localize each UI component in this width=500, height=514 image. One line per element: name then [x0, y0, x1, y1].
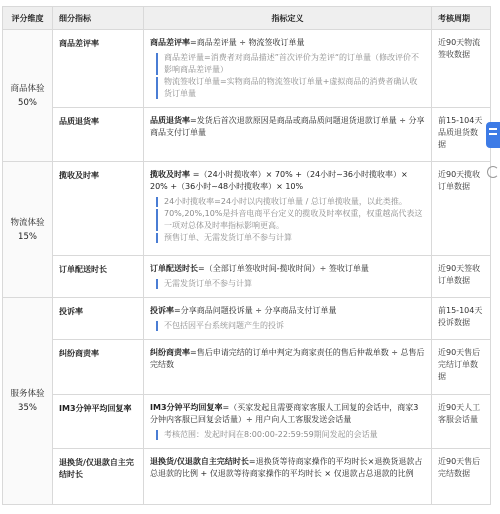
table-row	[3, 108, 491, 162]
metric-definition	[144, 162, 432, 256]
metric-name: 纠纷商责率	[53, 340, 144, 395]
metric-period: 近90天售后完结订单数据	[432, 340, 491, 395]
note-item: 考核范围：发起时间在8:00:00-22:59:59期间发起的会话量	[150, 429, 425, 441]
note-item: 70%,20%,10%是抖音电商平台定义的揽收及时率权重，权重越高代表这一项对总体及时率指标影响更高。	[150, 208, 425, 232]
metric-name: 订单配送时长	[53, 256, 144, 298]
table-row	[3, 340, 491, 395]
metric-name: 品质退货率	[53, 108, 144, 162]
dimension-logistics	[3, 162, 53, 298]
note-item: 预售订单、无需发货订单不参与计算	[150, 232, 425, 244]
metric-period: 前15-104天品质退货数据	[432, 108, 491, 162]
table-row	[3, 298, 491, 340]
dimension-name: 物流体验	[10, 217, 45, 228]
dimension-service	[3, 298, 53, 505]
metric-period: 近90天揽收订单数据	[432, 162, 491, 256]
metric-definition	[144, 395, 432, 449]
header-metric: 细分指标	[53, 7, 144, 30]
metric-period: 近90天签收订单数据	[432, 256, 491, 298]
metrics-table	[2, 6, 491, 505]
layers-icon[interactable]	[486, 122, 500, 148]
metric-period: 近90天人工客服会话量	[432, 395, 491, 449]
definition-notes	[150, 278, 425, 290]
note-item: 不包括因平台系统问题产生的投诉	[150, 320, 425, 332]
definition-formula: 品质退货率=发货后首次退款原因是商品或商品质问题退货退款订单量 ÷ 分享商品支付订单量	[150, 116, 425, 137]
metric-name: 退换货/仅退款自主完结时长	[53, 449, 144, 505]
refresh-icon[interactable]	[487, 166, 499, 178]
metric-period: 近90天物流签收数据	[432, 30, 491, 108]
metric-period: 前15-104天投诉数据	[432, 298, 491, 340]
table-row	[3, 395, 491, 449]
definition-formula: 订单配送时长=（全部订单签收时间-揽收时间）÷ 签收订单量	[150, 264, 369, 273]
table-row	[3, 449, 491, 505]
definition-notes	[150, 196, 425, 244]
definition-formula: 退换货/仅退款自主完结时长=退换货等待商家操作的平均时长×退换货退款占总退款的比例 + 仅退款等待商家操作的平均时长 × 仅退款占总退款的比例	[150, 457, 423, 478]
metric-definition	[144, 256, 432, 298]
metric-definition	[144, 340, 432, 395]
metric-period: 近90天售后完结数据	[432, 449, 491, 505]
table-row	[3, 30, 491, 108]
note-item: 无需发货订单不参与计算	[150, 278, 425, 290]
metric-definition	[144, 108, 432, 162]
note-item: 商品差评量=消费者对商品描述”首次评价为差评“的订单量（修改评价不影响商品差评量）	[150, 52, 425, 76]
table-row	[3, 256, 491, 298]
dimension-weight: 35%	[18, 403, 37, 413]
dimension-name: 商品体验	[10, 83, 45, 94]
definition-notes	[150, 320, 425, 332]
dimension-name: 服务体验	[10, 389, 45, 399]
metric-definition	[144, 449, 432, 505]
metric-name: 投诉率	[53, 298, 144, 340]
definition-formula: 投诉率=分享商品问题投诉量 ÷ 分享商品支付订单量	[150, 306, 337, 315]
header-period: 考核周期	[432, 7, 491, 30]
metric-name: 商品差评率	[53, 30, 144, 108]
definition-notes	[150, 52, 425, 100]
definition-formula: IM3分钟平均回复率=（买家发起且需要商家客服人工回复的会话中，商家3分钟内客服已回复会话量）÷ 用户向人工客服发送会话量	[150, 403, 419, 424]
definition-formula: 揽收及时率 =（24小时揽收率）× 70% +（24小时~36小时揽收率）× 20% +（36小时~48小时揽收率）× 10%	[150, 170, 408, 191]
note-item: 24小时揽收率=24小时以内揽收订单量 / 总订单揽收量，以此类推。	[150, 196, 425, 208]
metric-name: IM3分钟平均回复率	[53, 395, 144, 449]
dimension-weight: 50%	[18, 97, 37, 108]
header-definition: 指标定义	[144, 7, 432, 30]
metric-definition	[144, 30, 432, 108]
table-row	[3, 162, 491, 256]
header-dimension: 评分维度	[3, 7, 53, 30]
metric-name: 揽收及时率	[53, 162, 144, 256]
metric-definition	[144, 298, 432, 340]
definition-formula: 商品差评率=商品差评量 ÷ 物流签收订单量	[150, 38, 305, 47]
definition-formula: 纠纷商责率=售后申请完结的订单中判定为商家责任的售后仲裁单数 ÷ 总售后完结数	[150, 348, 425, 369]
note-item: 物流签收订单量=实物商品的物流签收订单量+虚拟商品的消费者确认收货订单量	[150, 76, 425, 100]
definition-notes	[150, 429, 425, 441]
dimension-product	[3, 30, 53, 162]
table-header-row	[3, 7, 491, 30]
dimension-weight: 15%	[18, 231, 37, 242]
